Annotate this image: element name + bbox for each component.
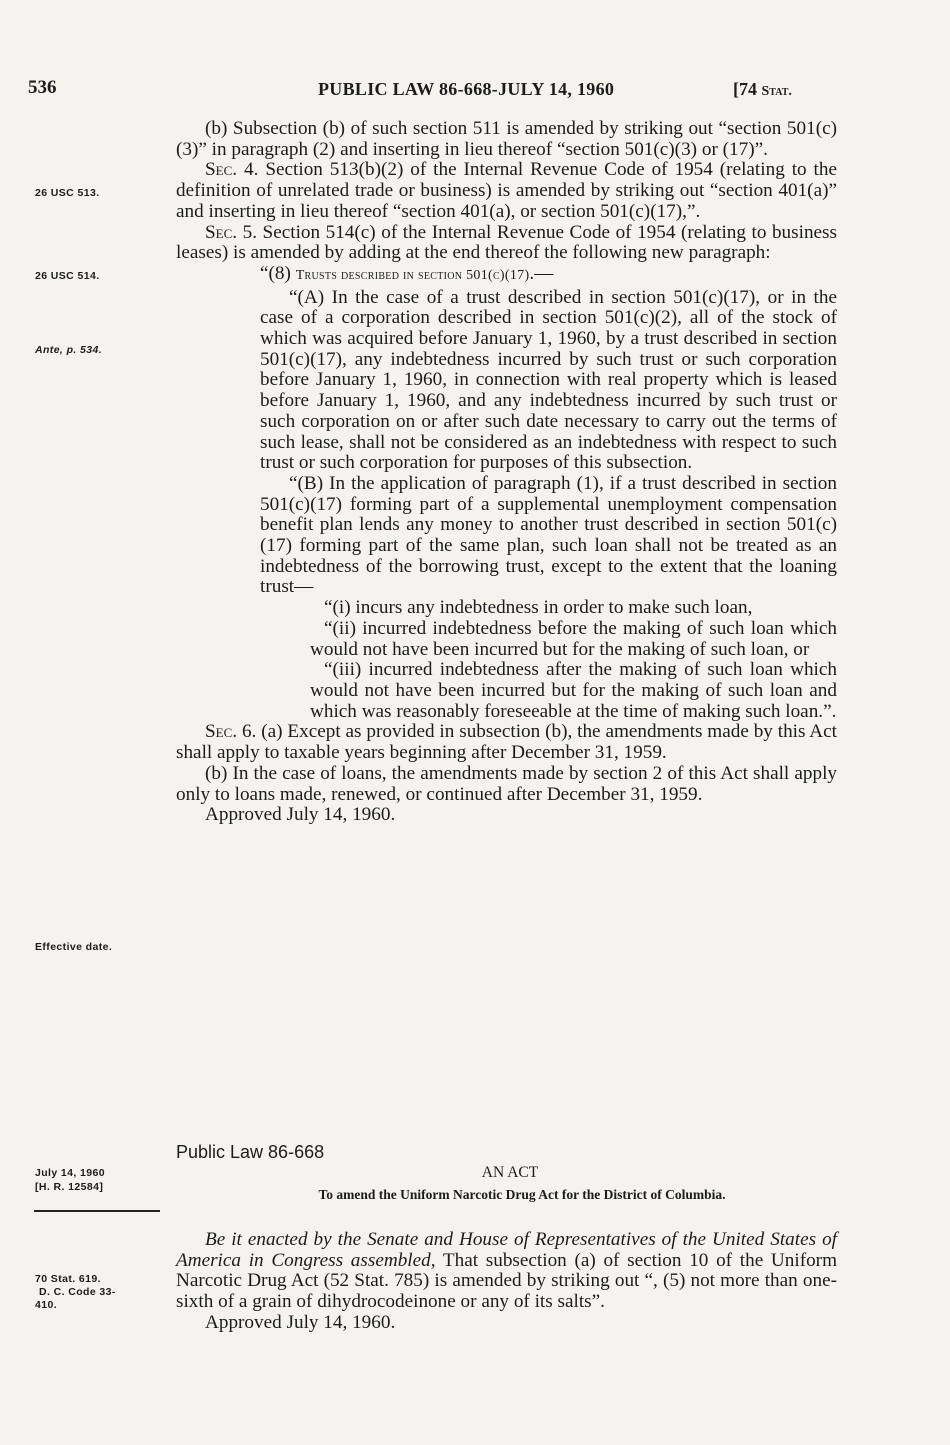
paragraph-8-suffix: .— xyxy=(529,262,554,284)
paragraph-section-5 xyxy=(176,223,837,264)
approval-line-668: Approved July 14, 1960. xyxy=(205,1311,396,1333)
margin-note-date: July 14, 1960 xyxy=(35,1167,105,1179)
paragraph-8-heading xyxy=(176,264,837,287)
volume-prefix: [74 xyxy=(733,79,762,99)
subparagraph-a: “(A) In the case of a trust described in section 501(c)(17), or in the case of a corporation described in section 501(c)(2), all of the stock of which was acquired before January 1, 1960, by a trust described in section 501(c)(17), any indebtedness incurred by such trust or such corporation before January 1, 1960, in connection with real property which is leased before January 1, 1960, and any indebtedness incurred by such trust or such corporation on or after such date necessary to carry out the terms of such lease, shall not be considered as an indebtedness with respect to such trust or such corporation for purposes of this subsection. xyxy=(260,286,837,474)
section-5-label: Sec. xyxy=(205,221,238,243)
act-label: AN ACT xyxy=(481,1164,539,1181)
margin-note-26-usc-513: 26 USC 513. xyxy=(35,187,100,199)
volume-stat: Stat. xyxy=(761,84,792,99)
act-body xyxy=(176,1230,837,1334)
section-4-label: Sec. xyxy=(205,159,238,181)
clause-ii: “(ii) incurred indebtedness before the making of such loan which would not have been incurred but for the making of such loan, or xyxy=(310,617,837,660)
clause-i: “(i) incurs any indebtedness in order to make such loan, xyxy=(324,597,753,619)
approval-line-667: Approved July 14, 1960. xyxy=(205,804,396,826)
margin-note-70-stat: 70 Stat. 619. xyxy=(35,1273,101,1285)
enacting-clause xyxy=(176,1230,837,1313)
paragraph-section-6b: (b) In the case of loans, the amendments made by section 2 of this Act shall apply only to loans made, renewed, or continued after December 31, 1959. xyxy=(176,762,837,805)
subparagraph-b: “(B) In the application of paragraph (1), if a trust described in section 501(c)(17) forming part of a supplemental unemployment compensation benefit plan lends any money to another trust described in section 501(c)(17) forming part of the same plan, such loan shall not be treated as an indebtedness of the borrowing trust, except to the extent that the loaning trust— xyxy=(260,472,837,598)
clause-iii: “(iii) incurred indebtedness after the making of such loan which would not have been incurred but for the making of such loan and which was reasonably foreseeable at the time of making such loan.”. xyxy=(310,659,837,722)
enacting-formula: Be it enacted by the Senate and House of Representatives of the United States of America in Congress assembled, xyxy=(176,1229,837,1271)
margin-note-dc-code: D. C. Code 33- xyxy=(39,1286,116,1298)
margin-note-effective-date: Effective date. xyxy=(35,941,113,953)
margin-note-26-usc-514: 26 USC 514. xyxy=(35,270,100,282)
margin-note-dc-code-cont: 410. xyxy=(35,1299,58,1311)
volume-reference xyxy=(733,79,792,100)
paragraph-8-prefix: “(8) xyxy=(260,262,296,284)
paragraph-section-4 xyxy=(176,160,837,222)
section-5-text: 5. Section 514(c) of the Internal Revenue Code of 1954 (relating to business leases) is amended by adding at the end thereof the following new paragraph: xyxy=(176,221,837,264)
section-6-text: 6. (a) Except as provided in subsection (b), the amendments made by this Act shall apply to taxable years beginning after December 31, 1959. xyxy=(176,721,837,764)
running-header-title: PUBLIC LAW 86-668-JULY 14, 1960 xyxy=(318,79,615,99)
margin-note-bill-number: [H. R. 12584] xyxy=(35,1181,104,1193)
public-law-label: Public Law 86-668 xyxy=(176,1142,325,1162)
margin-divider xyxy=(34,1210,160,1212)
paragraph-8-heading-text: Trusts described in section 501(c)(17) xyxy=(295,267,530,283)
page-number: 536 xyxy=(28,77,57,98)
margin-note-ante: Ante, p. 534. xyxy=(35,344,103,356)
enacting-text: That subsection (a) of section 10 of the Uniform Narcotic Drug Act (52 Stat. 785) is amended by striking out “, (5) not more than one-sixth of a grain of dihydrocodeinone or any of its salts”. xyxy=(176,1249,837,1313)
statute-body xyxy=(176,119,837,826)
section-6-label: Sec. xyxy=(205,721,238,743)
act-title: To amend the Uniform Narcotic Drug Act for the District of Columbia. xyxy=(318,1187,726,1202)
section-4-text: 4. Section 513(b)(2) of the Internal Revenue Code of 1954 (relating to the definition of unrelated trade or business) is amended by striking out “section 401(a)” and inserting in lieu thereof “section 401(a), or section 501(c)(17),”. xyxy=(176,159,837,222)
paragraph-subsection-b-511: (b) Subsection (b) of such section 511 is amended by striking out “section 501(c)(3)” in paragraph (2) and inserting in lieu thereof “section 501(c)(3) or (17)”. xyxy=(176,118,837,160)
paragraph-section-6a xyxy=(176,722,837,763)
